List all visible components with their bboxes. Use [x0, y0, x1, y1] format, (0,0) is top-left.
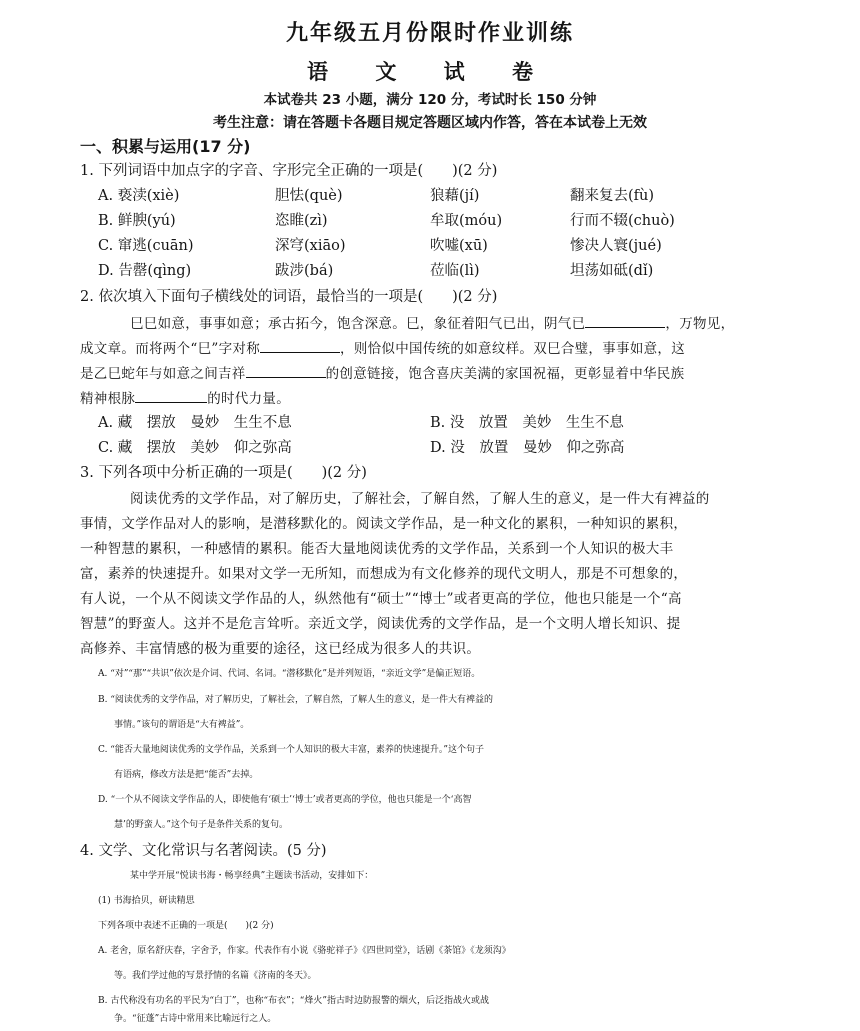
exam-title: 九年级五月份限时作业训练: [285, 21, 574, 46]
q3-option-d-cont: 慧’的野蛮人。”这个句子是条件关系的复句。: [114, 820, 288, 830]
q2-text-2b: ，则恰似中国传统的如意纹样。双巳合璧，事事如意，这: [340, 341, 686, 357]
q3-para-line: 阅读优秀的文学作品，对了解历史，了解社会，了解自然，了解人生的意义，是一件大有裨益的: [130, 491, 710, 507]
q4-option-b: B. 古代称没有功名的平民为“白丁”，也称“布衣”；“烽火”指古时边防报警的烟火，后泛指战火或战: [98, 996, 489, 1006]
q3-stem: 3. 下列各项中分析正确的一项是( )(2 分): [80, 465, 367, 481]
q3-para-line: 有人说，一个从不阅读文学作品的人，纵然他有“硕士”“博士”或者更高的学位，他也只能是一个“高: [80, 591, 682, 607]
q2-para-line-2: [80, 338, 785, 360]
q1-a-3: 狼藉(jí): [430, 188, 480, 204]
q2-blank-3: [246, 363, 326, 378]
q2-text-3a: 是乙巳蛇年与如意之间吉祥: [80, 366, 246, 382]
q4-option-a-cont: 等。我们学过他的写景抒情的名篇《济南的冬天》。: [114, 971, 317, 981]
q2-text-4b: 的时代力量。: [207, 391, 291, 407]
q2-option-a: A. 藏 摆放 曼妙 生生不息: [98, 415, 292, 431]
q3-option-b: B. “阅读优秀的文学作品，对了解历史，了解社会，了解自然，了解人生的意义，是一件大有裨益的: [98, 695, 493, 705]
q1-a-2: 胆怯(què): [275, 188, 343, 204]
q3-option-c-cont: 有语病，修改方法是把“能否”去掉。: [114, 770, 259, 780]
q2-text-3b: 的创意链接，饱含喜庆美满的家国祝福，更彰显着中华民族: [325, 366, 685, 382]
q3-option-c: C. “能否大量地阅读优秀的文学作品，关系到一个人知识的极大丰富，素养的快速提升。”这个句子: [98, 745, 484, 755]
q2-option-c: C. 藏 摆放 美妙 仰之弥高: [98, 440, 292, 456]
q3-para-line: 富，素养的快速提升。如果对文学一无所知，而想成为有文化修养的现代文明人，那是不可想象的，: [80, 566, 688, 582]
exam-info: 本试卷共 23 小题，满分 120 分，考试时长 150 分钟: [263, 92, 597, 108]
q3-option-a: A. “对”“那”“共识”依次是介词、代词、名词。“潜移默化”是并列短语，“亲近文学”是偏正短语。: [98, 669, 481, 679]
q1-d-3: 莅临(lì): [430, 263, 480, 279]
q4-sub1: (1) 书海拾贝，研读精思: [98, 896, 195, 906]
q2-stem: 2. 依次填入下面句子横线处的词语，最恰当的一项是( )(2 分): [80, 289, 498, 305]
q1-d-1: D. 告罄(qìng): [98, 263, 192, 279]
q4-substem: 下列各项中表述不正确的一项是( )(2 分): [98, 921, 274, 931]
q2-text-1a: 巳巳如意，事事如意；承古拓今，饱含深意。巳，象征着阳气已出，阴气已: [130, 316, 586, 332]
q2-text-4a: 精神根脉: [80, 391, 136, 407]
q2-option-b: B. 没 放置 美妙 生生不息: [430, 415, 624, 431]
q3-para-line: 一种智慧的累积，一种感情的累积。能否大量地阅读优秀的文学作品，关系到一个人知识的极大丰: [80, 541, 674, 557]
q1-b-4: 行而不辍(chuò): [570, 213, 675, 229]
q1-c-3: 吹嘘(xū): [430, 238, 488, 254]
q1-stem: 1. 下列词语中加点字的字音、字形完全正确的一项是( )(2 分): [80, 163, 498, 179]
q1-c-1: C. 窜逃(cuān): [98, 238, 194, 254]
q3-para-line: 高修养、丰富情感的极为重要的途径，这已经成为很多人的共识。: [80, 641, 481, 657]
q2-para-line-3: [80, 363, 785, 385]
q4-stem: 4. 文学、文化常识与名著阅读。(5 分): [80, 843, 327, 859]
q1-b-3: 牟取(móu): [430, 213, 503, 229]
q3-option-d: D. “一个从不阅读文学作品的人，即使他有‘硕士’‘博士’或者更高的学位，他也只能是一个‘高智: [98, 795, 472, 805]
q2-para-line-4: [80, 388, 785, 410]
q4-intro: 某中学开展“悦读书海・畅享经典”主题读书活动，安排如下：: [130, 871, 374, 881]
q1-a-1: A. 亵渎(xiè): [98, 188, 180, 204]
q1-a-4: 翻来复去(fù): [570, 188, 655, 204]
q3-option-b-cont: 事情。”该句的谓语是“大有裨益”。: [114, 720, 250, 730]
q2-blank-1: [585, 313, 665, 328]
section-1-title: 一、积累与运用(17 分): [80, 137, 251, 156]
q2-option-d: D. 没 放置 曼妙 仰之弥高: [430, 440, 625, 456]
q1-d-4: 坦荡如砥(dǐ): [570, 263, 654, 279]
q3-para-line: 事情，文学作品对人的影响，是潜移默化的。阅读文学作品，是一种文化的累积，一种知识的累积，: [80, 516, 688, 532]
q2-text-1b: ，万物见，: [665, 316, 735, 332]
q4-option-b-cont: 争。“征蓬”古诗中常用来比喻远行之人。: [114, 1014, 277, 1024]
subject-title: 语 文 试 卷: [307, 60, 553, 84]
q1-b-2: 恣睢(zì): [275, 213, 328, 229]
q1-b-1: B. 鲜腴(yú): [98, 213, 176, 229]
q2-blank-2: [260, 338, 340, 353]
q1-c-4: 惨决人寰(jué): [570, 238, 662, 254]
q4-option-a: A. 老舍，原名舒庆春，字舍予，作家。代表作有小说《骆驼祥子》《四世同堂》，话剧《茶馆》《龙须沟》: [98, 946, 511, 956]
q2-blank-4: [135, 388, 207, 403]
q1-d-2: 跋涉(bá): [275, 263, 334, 279]
q3-para-line: 智慧”的野蛮人。这并不是危言耸听。亲近文学，阅读优秀的文学作品，是一个文明人增长知识、提: [80, 616, 681, 632]
q2-para-line-1: [130, 313, 785, 335]
q2-text-2a: 成文章。而将两个“巳”字对称: [80, 341, 261, 357]
q1-c-2: 深穹(xiāo): [275, 238, 346, 254]
exam-notice: 考生注意：请在答题卡各题目规定答题区域内作答，答在本试卷上无效: [213, 115, 647, 131]
